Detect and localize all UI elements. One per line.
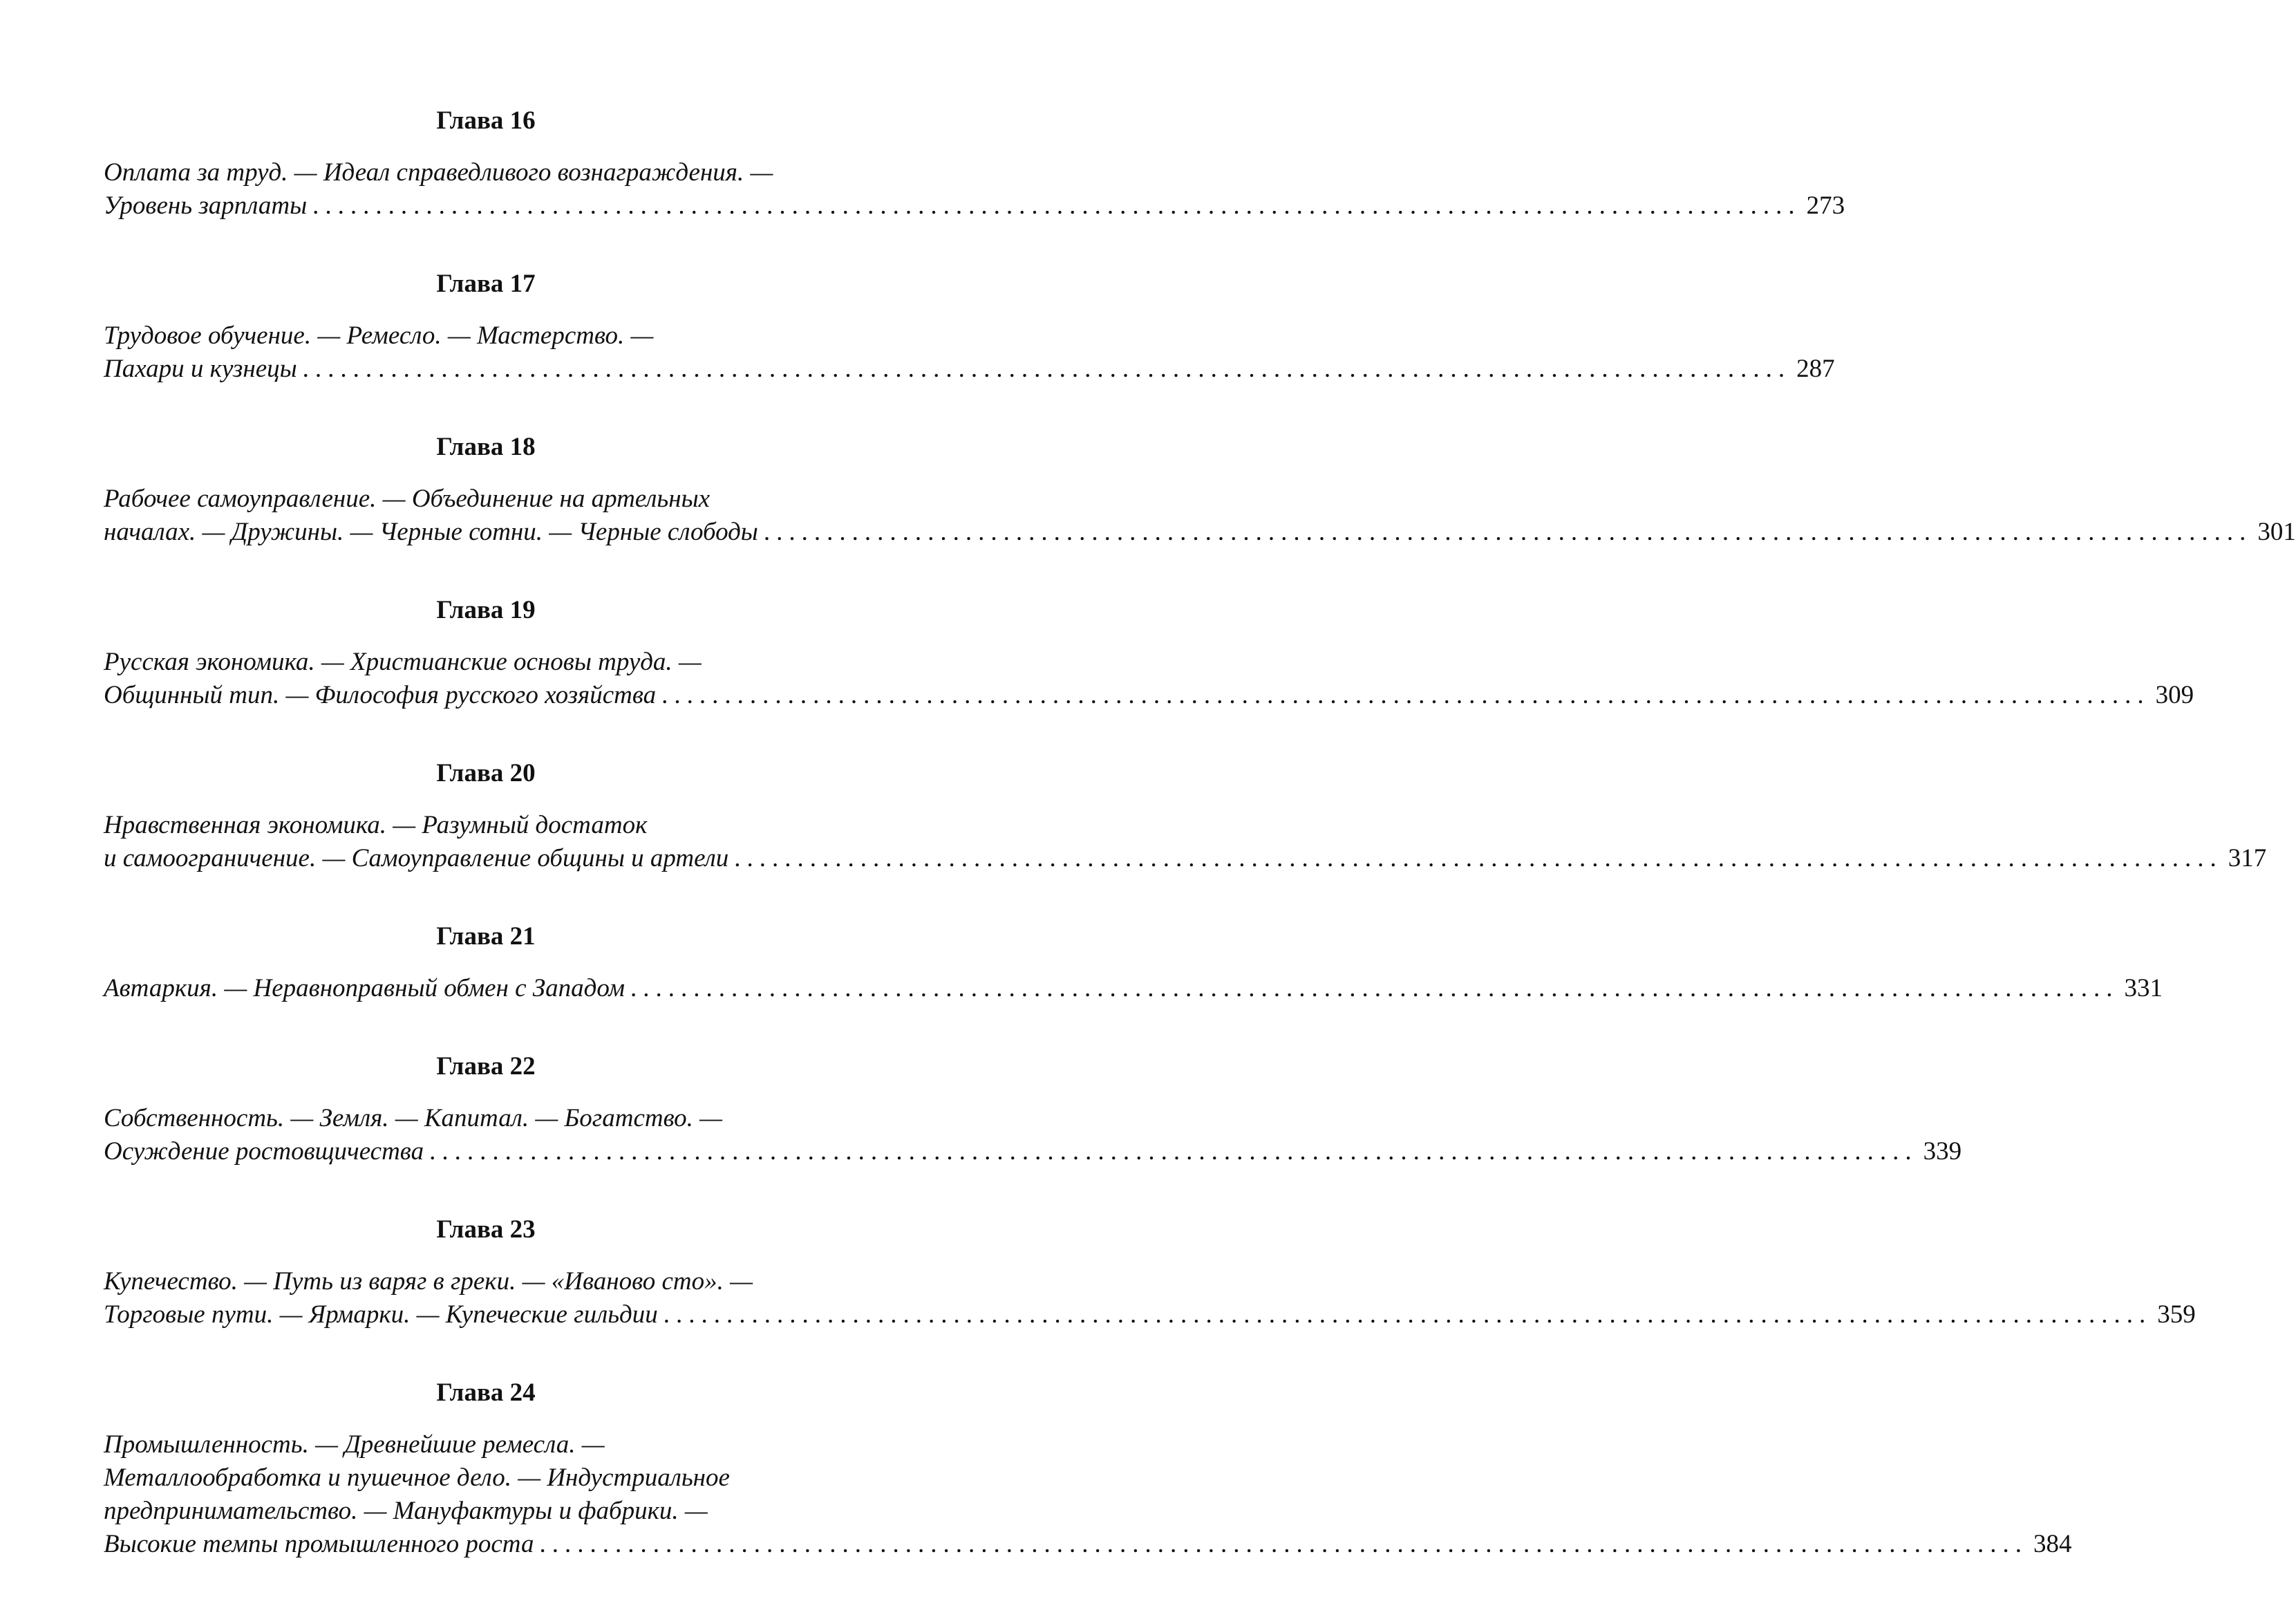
entry-line: Купечество. — Путь из варяг в греки. — «Иваново сто». — (104, 1267, 753, 1296)
chapter-17 (104, 267, 1835, 386)
entry-line-text: Осуждение ростовщичества (104, 1137, 424, 1166)
dot-leader: ...................................................................................................................... (539, 1530, 2028, 1558)
chapter-entry (104, 156, 1845, 223)
entry-line-text: Общинный тип. — Философия русского хозяйства (104, 681, 657, 709)
chapter-24 (104, 1376, 2072, 1561)
entry-line: Рабочее самоуправление. — Объединение на артельных (104, 485, 711, 513)
entry-last-line (104, 679, 2194, 712)
entry-line: Собственность. — Земля. — Капитал. — Богатство. — (104, 1104, 723, 1132)
entry-line-text: Автаркия. — Неравноправный обмен с Западом (104, 974, 625, 1002)
entry-last-line (104, 1528, 2072, 1561)
chapter-23 (104, 1213, 2196, 1331)
chapter-20 (104, 756, 2267, 875)
page-number: 317 (2228, 844, 2267, 872)
entry-line-text: и самоограничение. — Самоуправление общины и артели (104, 844, 729, 872)
table-of-contents (104, 104, 2296, 1605)
entry-line-text: Высокие темпы промышленного роста (104, 1530, 534, 1558)
chapter-entry (104, 319, 1835, 386)
entry-last-line (104, 1298, 2196, 1331)
chapter-entry (104, 1428, 2072, 1561)
chapter-title: Глава 17 (436, 270, 536, 298)
chapter-entry (104, 646, 2194, 712)
dot-leader: ...................................................................................................................... (312, 191, 1801, 220)
chapter-entry (104, 809, 2267, 875)
chapter-22 (104, 1049, 1962, 1168)
dot-leader: ...................................................................................................................... (734, 844, 2223, 872)
dot-leader: ...................................................................................................................... (663, 1300, 2152, 1329)
dot-leader: ...................................................................................................................... (630, 974, 2119, 1002)
chapter-21 (104, 919, 2163, 1005)
entry-line: Трудовое обучение. — Ремесло. — Мастерство. — (104, 321, 654, 350)
chapter-title: Глава 23 (436, 1215, 536, 1244)
chapter-title: Глава 20 (436, 759, 536, 787)
dot-leader: ...................................................................................................................... (302, 355, 1791, 383)
chapter-title: Глава 22 (436, 1052, 536, 1081)
page-number: 309 (2155, 681, 2194, 709)
chapter-title: Глава 19 (436, 596, 536, 624)
chapter-entry (104, 1102, 1962, 1168)
chapter-title: Глава 16 (436, 106, 536, 135)
dot-leader: ...................................................................................................................... (661, 681, 2150, 709)
entry-line-text: Уровень зарплаты (104, 191, 308, 220)
entry-line: Русская экономика. — Христианские основы труда. — (104, 648, 702, 676)
entry-line: Нравственная экономика. — Разумный достаток (104, 811, 648, 839)
entry-line: Промышленность. — Древнейшие ремесла. — (104, 1430, 605, 1459)
entry-last-line (104, 516, 2296, 549)
page-number: 384 (2033, 1530, 2072, 1558)
page-number: 301 (2257, 518, 2296, 546)
entry-line-text: началах. — Дружины. — Черные сотни. — Черные слободы (104, 518, 758, 546)
chapter-16 (104, 104, 1845, 223)
page-number: 331 (2124, 974, 2163, 1002)
entry-line: Оплата за труд. — Идеал справедливого вознаграждения. — (104, 158, 773, 187)
page-number: 339 (1923, 1137, 1962, 1166)
entry-last-line (104, 353, 1835, 386)
chapter-title: Глава 18 (436, 433, 536, 461)
entry-last-line (104, 842, 2267, 875)
chapter-18 (104, 430, 2296, 549)
entry-line: предпринимательство. — Мануфактуры и фабрики. — (104, 1497, 708, 1525)
entry-last-line (104, 1135, 1962, 1168)
chapter-title: Глава 21 (436, 922, 536, 951)
entry-last-line (104, 189, 1845, 223)
entry-last-line (104, 972, 2163, 1005)
entry-line-text: Торговые пути. — Ярмарки. — Купеческие гильдии (104, 1300, 658, 1329)
entry-line-text: Пахари и кузнецы (104, 355, 297, 383)
page-number: 287 (1796, 355, 1835, 383)
chapter-entry (104, 483, 2296, 549)
dot-leader: ...................................................................................................................... (763, 518, 2252, 546)
dot-leader: ...................................................................................................................... (429, 1137, 1918, 1166)
page-number: 359 (2157, 1300, 2196, 1329)
chapter-19 (104, 593, 2194, 712)
entry-line: Металлообработка и пушечное дело. — Индустриальное (104, 1464, 730, 1492)
chapter-entry (104, 1265, 2196, 1331)
page-number: 273 (1806, 191, 1845, 220)
chapter-title: Глава 24 (436, 1378, 536, 1407)
chapter-entry (104, 972, 2163, 1005)
